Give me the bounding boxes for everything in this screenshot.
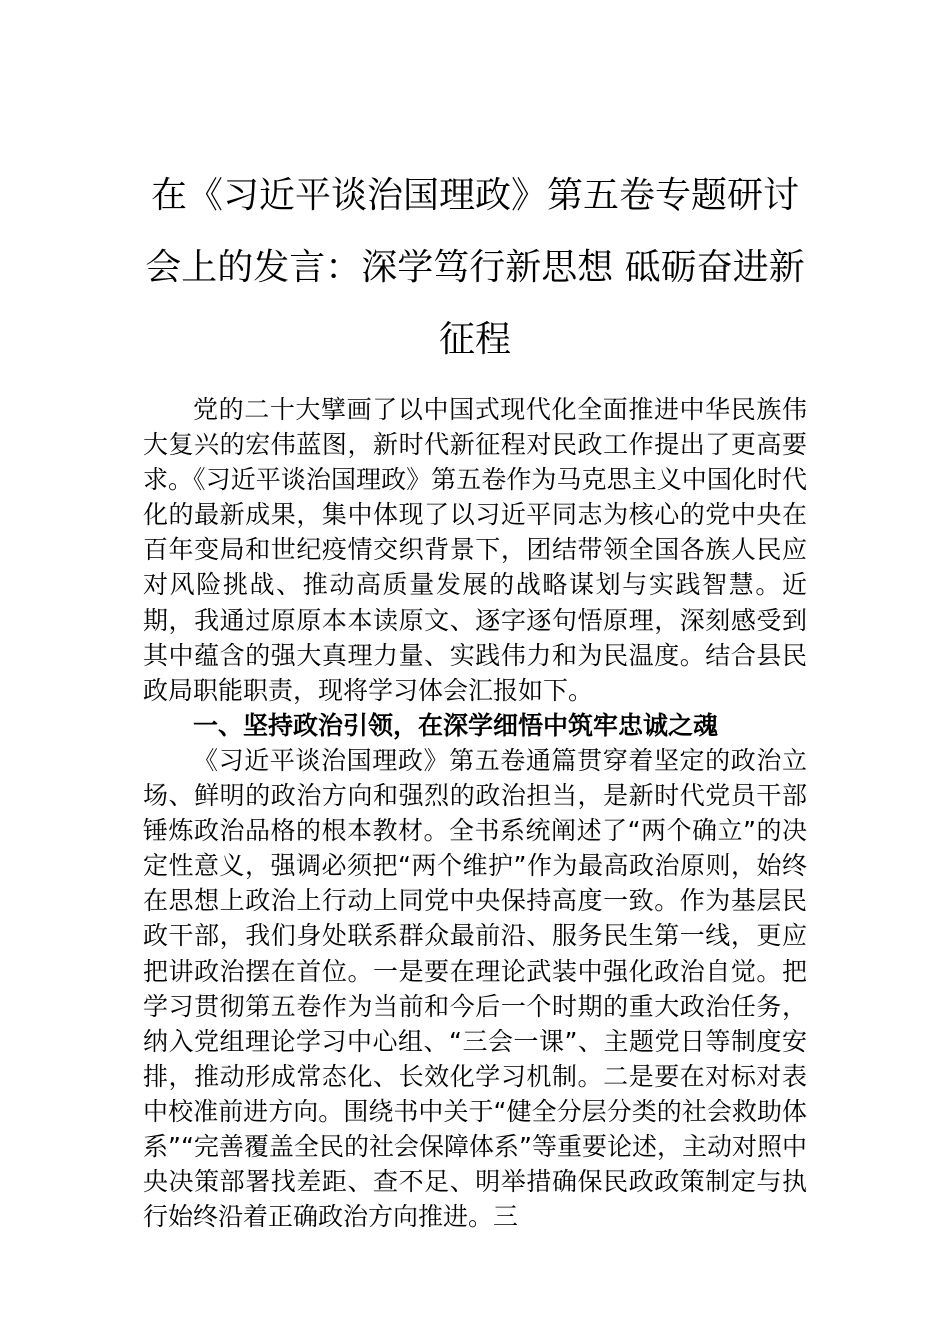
document-title xyxy=(140,160,810,376)
title-line-3: 征程 xyxy=(438,319,511,360)
section-paragraph: 《习近平谈治国理政》第五卷通篇贯穿着坚定的政治立场、鲜明的政治方向和强烈的政治担当，是新时代党员干部锤炼政治品格的根本教材。全书系统阐述了“两个确立”的决定性意义，强调必须把“两个维护”作为最高政治原则，始终在思想上政治上行动上同党中央保持高度一致。作为基层民政干部，我们身处联系群众最前沿、服务民生第一线，更应把讲政治摆在首位。一是要在理论武装中强化政治自觉。把学习贯彻第五卷作为当前和今后一个时期的重大政治任务，纳入党组理论学习中心组、“三会一课”、主题党日等制度安排，推动形成常态化、长效化学习机制。二是要在对标对表中校准前进方向。围绕书中关于“健全分层分类的社会救助体系”“完善覆盖全民的社会保障体系”等重要论述，主动对照中央决策部署找差距、查不足、明举措确保民政政策制定与执行始终沿着正确政治方向推进。三 xyxy=(143,745,807,1232)
intro-paragraph: 党的二十大擘画了以中国式现代化全面推进中华民族伟大复兴的宏伟蓝图，新时代新征程对民政工作提出了更高要求。《习近平谈治国理政》第五卷作为马克思主义中国化时代化的最新成果，集中体现了以习近平同志为核心的党中央在百年变局和世纪疫情交织背景下，团结带领全国各族人民应对风险挑战、推动高质量发展的战略谋划与实践智慧。近期，我通过原原本本读原文、逐字逐句悟原理，深刻感受到其中蕴含的强大真理力量、实践伟力和为民温度。结合县民政局职能职责，现将学习体会汇报如下。 xyxy=(143,395,807,705)
title-line-1: 在《习近平谈治国理政》第五卷专题研讨 xyxy=(150,175,799,216)
section-heading: 一、坚持政治引领，在深学细悟中筑牢忠诚之魂 xyxy=(193,710,719,740)
document-body xyxy=(143,392,807,1234)
title-line-2: 会上的发言：深学笃行新思想 砥砺奋进新 xyxy=(145,247,805,288)
